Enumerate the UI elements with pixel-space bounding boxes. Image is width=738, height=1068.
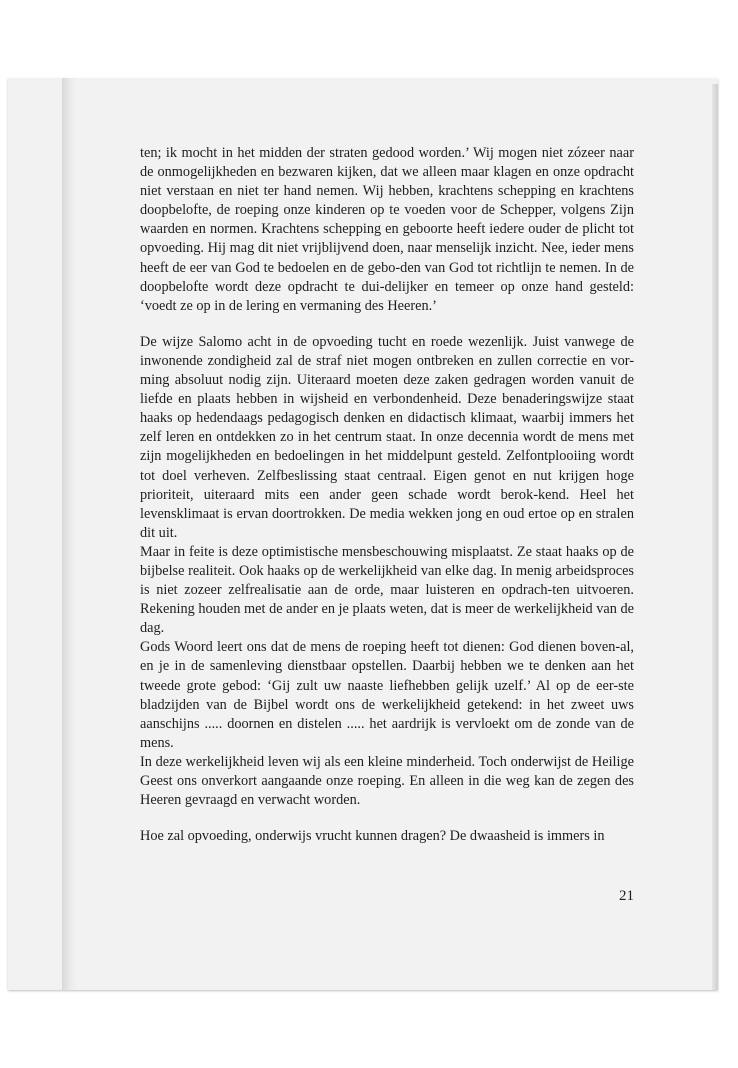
paragraph-4: Gods Woord leert ons dat de mens de roeping heeft tot dienen: God dienen boven-al, en je in de samenleving dienstbaar opstellen. Daarbij hebben we te denken aan het tweede grote gebod: ‘Gij zult uw naaste liefhebben gelijk uzelf.’ Al op de eer-ste bladzijden van de Bijbel wordt ons de werkelijkheid getekend: in het zweet uws aanschijns ..... doornen en distelen ..... het aardrijk is vervloekt om de zonde van de mens.: [140, 639, 634, 751]
paragraph-1: ten; ik mocht in het midden der straten gedood worden.’ Wij mogen niet zózeer naar de onmogelijkheden en bezwaren kijken, dat we alleen maar klagen en onze opdracht niet verstaan en niet ter hand nemen. Wij hebben, krachtens schepping en krachtens doopbelofte, de roeping onze kinderen op te voeden voor de Schepper, volgens Zijn waarden en normen. Krachtens schepping en geboorte heeft iedere ouder de plicht tot opvoeding. Hij mag dit niet vrijblijvend doen, naar menselijk inzicht. Nee, ieder mens heeft de eer van God te bedoelen en de gebo-den van God tot richtlijn te nemen. In de doopbelofte wordt deze opdracht te dui-delijker en temeer op onze hand gesteld: ‘voedt ze op in de lering en vermaning des Heeren.’: [140, 145, 634, 314]
page-edge: [712, 84, 718, 990]
paragraph-2: De wijze Salomo acht in de opvoeding tucht en roede wezenlijk. Juist vanwege de inwonende zondigheid zal de straf niet mogen ontbreken en zullen correctie en vor-ming absoluut nodig zijn. Uiteraard moeten deze zaken gedragen worden vanuit de liefde en plaats hebben in wijsheid en verbondenheid. Deze benaderingswijze staat haaks op hedendaags pedagogisch denken en didactisch klimaat, waarbij immers het zelf leren en ontdekken zo in het centrum staat. In onze decennia wordt de mens met zijn mogelijkheden en bedoelingen in het middelpunt gesteld. Zelfontplooiing wordt tot doel verheven. Zelfbeslissing staat centraal. Eigen genot en nut krijgen hoge prioriteit, uiteraard mits een ander geen schade wordt berok-kend. Heel het levensklimaat is ervan doortrokken. De media wekken jong en oud ertoe op en stralen dit uit.: [140, 333, 634, 541]
paragraph-gap: [140, 810, 634, 827]
page-number: 21: [619, 888, 634, 904]
book-spine-shadow: [62, 78, 78, 990]
paragraph-5: In deze werkelijkheid leven wij als een kleine minderheid. Toch onderwijst de Heilige Geest ons onverkort aangaande onze roeping. En alleen in die weg kan de zegen des Heeren gevraagd en verwacht worden.: [140, 753, 634, 809]
body-text: [140, 144, 634, 846]
paragraph-3: Maar in feite is deze optimistische mensbeschouwing misplaatst. Ze staat haaks op de bijbelse realiteit. Ook haaks op de werkelijkheid van elke dag. In menig arbeidsproces is niet zozeer zelfrealisatie aan de orde, maar luisteren en opdrach-ten uitvoeren. Rekening houden met de ander en je plaats weten, dat is meer de werkelijkheid van de dag.: [140, 543, 634, 637]
paragraph-gap: [140, 316, 634, 333]
paragraph-6: Hoe zal opvoeding, onderwijs vrucht kunnen dragen? De dwaasheid is immers in: [140, 828, 605, 845]
